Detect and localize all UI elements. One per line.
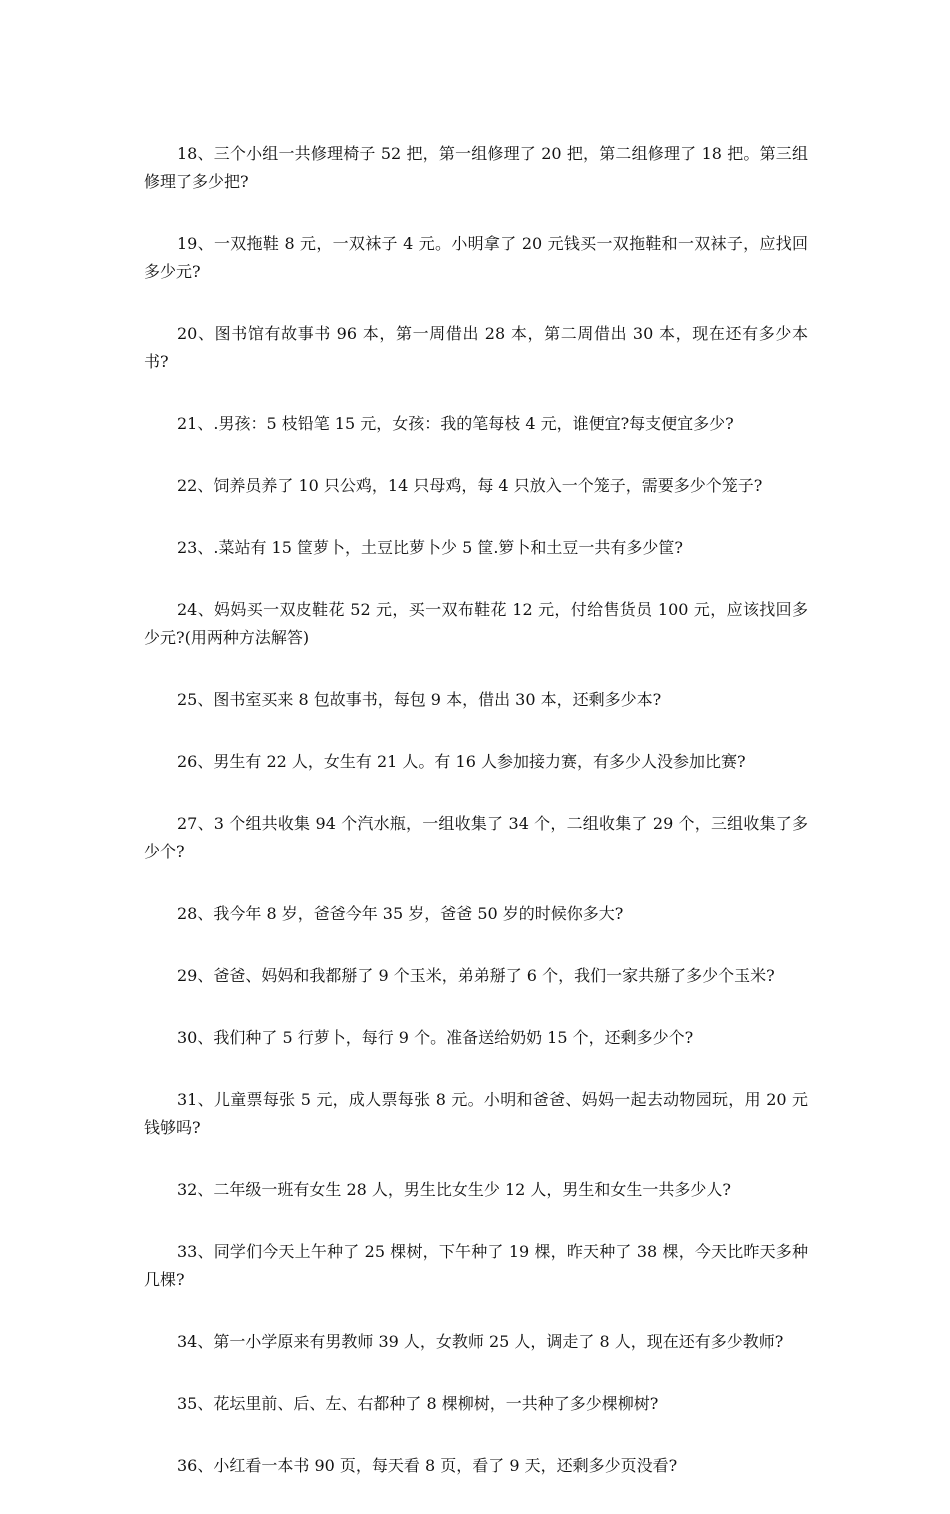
problem-18: 18、三个小组一共修理椅子 52 把，第一组修理了 20 把，第二组修理了 18 把。第三组修理了多少把? — [144, 144, 808, 191]
problem-24: 24、妈妈买一双皮鞋花 52 元，买一双布鞋花 12 元，付给售货员 100 元，应该找回多少元?(用两种方法解答) — [144, 600, 808, 647]
problem-33: 33、同学们今天上午种了 25 棵树，下午种了 19 棵，昨天种了 38 棵，今天比昨天多种几棵? — [144, 1242, 808, 1289]
problem-35: 35、花坛里前、后、左、右都种了 8 棵柳树，一共种了多少棵柳树? — [177, 1394, 659, 1413]
problem-31: 31、儿童票每张 5 元，成人票每张 8 元。小明和爸爸、妈妈一起去动物园玩，用 20 元钱够吗? — [144, 1090, 808, 1137]
problem-26: 26、男生有 22 人，女生有 21 人。有 16 人参加接力赛，有多少人没参加比赛? — [177, 752, 746, 771]
problem-20: 20、图书馆有故事书 96 本，第一周借出 28 本，第二周借出 30 本，现在还有多少本书? — [144, 324, 808, 371]
problem-30: 30、我们种了 5 行萝卜，每行 9 个。准备送给奶奶 15 个，还剩多少个? — [177, 1028, 694, 1047]
problem-29: 29、爸爸、妈妈和我都掰了 9 个玉米，弟弟掰了 6 个，我们一家共掰了多少个玉米? — [177, 966, 775, 985]
problem-list — [144, 140, 808, 1514]
problem-28: 28、我今年 8 岁，爸爸今年 35 岁，爸爸 50 岁的时候你多大? — [177, 904, 624, 923]
problem-23: 23、.菜站有 15 筐萝卜，土豆比萝卜少 5 筐.箩卜和土豆一共有多少筐? — [177, 538, 683, 557]
problem-21: 21、.男孩：5 枝铅笔 15 元，女孩：我的笔每枝 4 元，谁便宜?每支便宜多少? — [177, 414, 734, 433]
problem-34: 34、第一小学原来有男教师 39 人，女教师 25 人，调走了 8 人，现在还有多少教师? — [177, 1332, 784, 1351]
problem-22: 22、饲养员养了 10 只公鸡，14 只母鸡，每 4 只放入一个笼子，需要多少个笼子? — [177, 476, 763, 495]
problem-25: 25、图书室买来 8 包故事书，每包 9 本，借出 30 本，还剩多少本? — [177, 690, 662, 709]
problem-32: 32、二年级一班有女生 28 人，男生比女生少 12 人，男生和女生一共多少人? — [177, 1180, 732, 1199]
problem-19: 19、一双拖鞋 8 元，一双袜子 4 元。小明拿了 20 元钱买一双拖鞋和一双袜子，应找回多少元? — [144, 234, 808, 281]
problem-36: 36、小红看一本书 90 页，每天看 8 页，看了 9 天，还剩多少页没看? — [177, 1456, 678, 1475]
problem-27: 27、3 个组共收集 94 个汽水瓶，一组收集了 34 个，二组收集了 29 个，三组收集了多少个? — [144, 814, 808, 861]
